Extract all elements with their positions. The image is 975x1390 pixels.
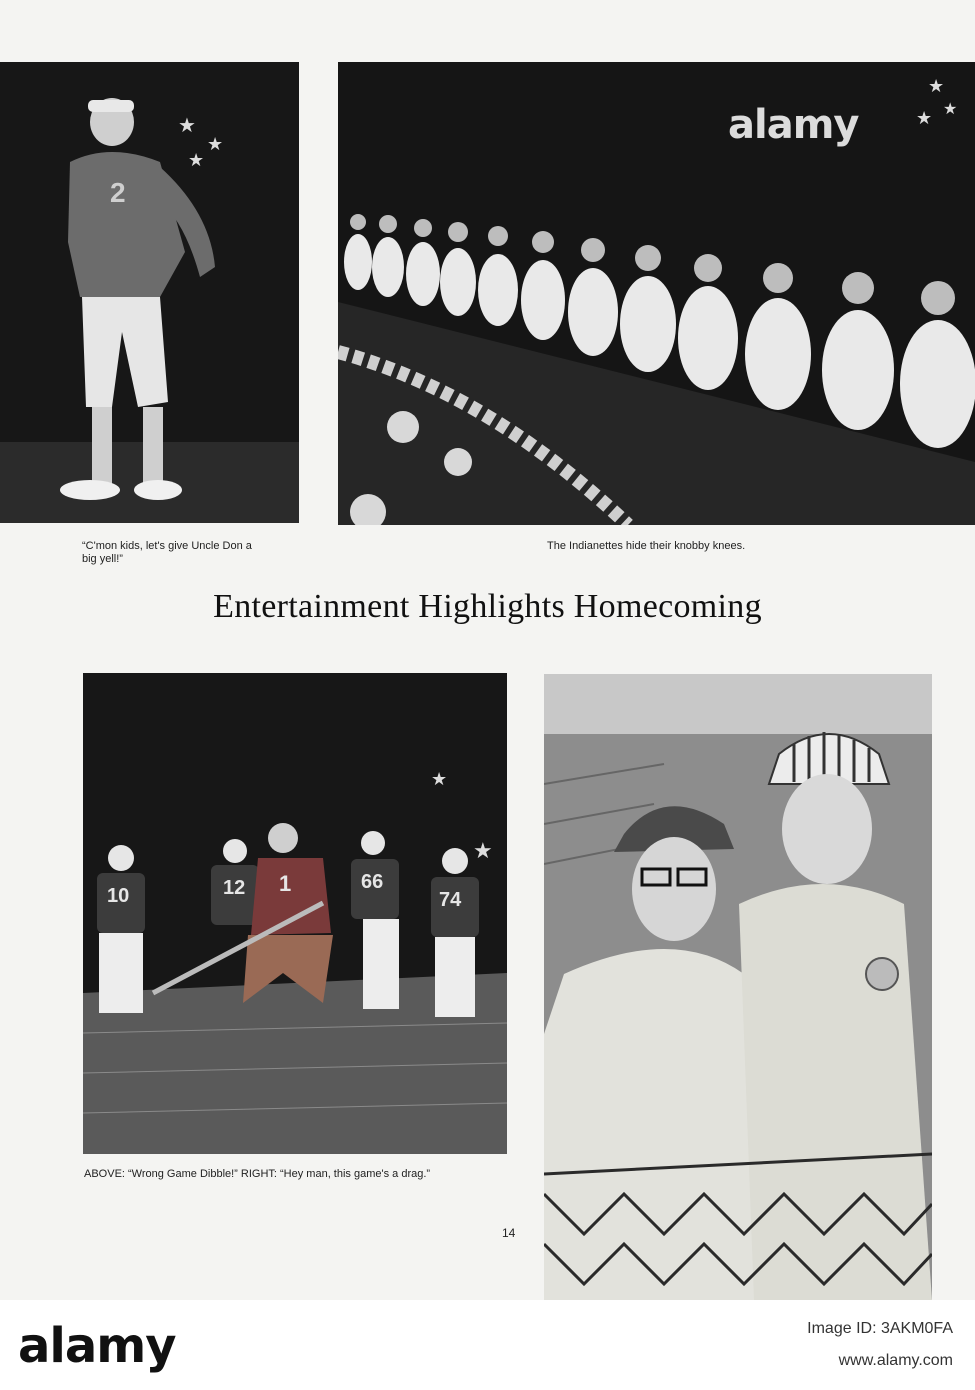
svg-text:★: ★: [943, 101, 958, 118]
svg-text:★: ★: [207, 134, 224, 154]
page-number: 14: [502, 1226, 516, 1240]
svg-text:★: ★: [178, 115, 196, 137]
svg-text:★: ★: [473, 838, 493, 863]
alamy-watermark: alamy: [728, 102, 859, 148]
jersey-number-74: 74: [439, 889, 462, 911]
coach-jersey-number: 2: [110, 177, 126, 208]
svg-text:★: ★: [188, 150, 205, 170]
hockey-caption: ABOVE: “Wrong Game Dibble!” RIGHT: “Hey man, this game's a drag.”: [84, 1168, 431, 1180]
dancers-caption: The Indianettes hide their knobby knees.: [547, 540, 746, 552]
svg-text:★: ★: [928, 76, 945, 96]
jersey-number-10: 10: [107, 885, 130, 907]
jersey-number-1: 1: [279, 871, 292, 896]
svg-text:★: ★: [431, 769, 448, 789]
footer-url[interactable]: www.alamy.com: [838, 1352, 953, 1369]
coach-caption: “C'mon kids, let's give Uncle Don a big yell!”: [82, 540, 252, 565]
stock-footer: [0, 1300, 975, 1390]
alamy-logo: alamy: [18, 1318, 176, 1374]
svg-text:★: ★: [916, 108, 933, 128]
jersey-number-66: 66: [361, 871, 384, 893]
page-headline: Entertainment Highlights Homecoming: [213, 588, 762, 625]
coach-photo: [0, 62, 299, 523]
spectators-photo: [544, 674, 932, 1300]
jersey-number-12: 12: [223, 877, 246, 899]
hockey-photo: [83, 673, 507, 1154]
image-id: Image ID: 3AKM0FA: [807, 1320, 953, 1337]
dancers-photo: [338, 62, 975, 525]
